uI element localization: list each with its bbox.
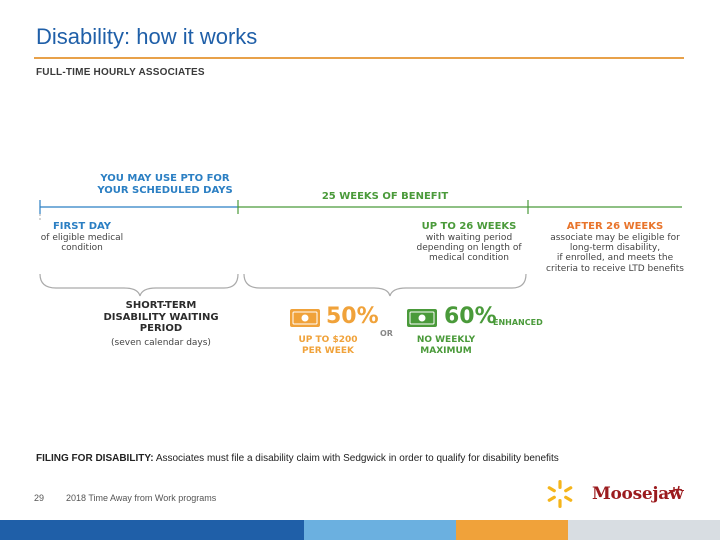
benefit-brace [244,274,526,296]
footer-text: 2018 Time Away from Work programs [66,493,217,503]
first-day-text: condition [61,242,103,253]
filing-note [36,453,559,464]
pto-heading-line: YOUR SCHEDULED DAYS [97,184,233,196]
page-number: 29 [34,493,45,503]
std-brace [40,274,238,296]
first-day-block [20,221,144,253]
filing-text: Associates must file a disability claim with Sedgwick in order to qualify for disability benefits [155,453,559,464]
after-26-weeks-block [540,221,690,274]
filing-label: FILING FOR DISABILITY: [36,453,154,464]
std-heading: DISABILITY WAITING [103,311,219,323]
up-to-text: depending on length of [416,242,522,253]
after-text: associate may be eligible for [550,232,680,243]
after-text: long-term disability, [569,242,661,253]
option1-sub-line: UP TO $200 [298,335,358,345]
footer-bar-segment [568,520,720,540]
footer-bar-segment [456,520,568,540]
std-note: (seven calendar days) [111,337,211,348]
std-heading: PERIOD [139,323,183,334]
after-text: if enrolled, and meets the [556,253,674,264]
option2-sub-line: MAXIMUM [420,345,472,356]
benefit-heading: 25 WEEKS OF BENEFIT [321,191,449,202]
option1-subtext [286,335,370,357]
pto-heading [80,173,250,196]
footer-bar-segment [304,520,456,540]
first-day-heading: FIRST DAY [52,221,112,232]
after-text: criteria to receive LTD benefits [546,263,684,274]
first-day-text: of eligible medical [40,232,124,243]
footer-color-bar [0,520,720,540]
option2-percent: 60% [444,304,497,329]
up-to-26-weeks-block [408,221,530,264]
walmart-spark-icon [547,480,573,508]
slide-subtitle: FULL-TIME HOURLY ASSOCIATES [36,67,205,78]
after-heading: AFTER 26 WEEKS [566,221,664,232]
option2-enhanced-tag: ENHANCED [493,318,543,327]
money-icon [407,309,437,327]
option2-sub-line: NO WEEKLY [416,335,476,345]
or-label: OR [380,329,393,338]
std-waiting-period-block [80,300,242,348]
std-heading: SHORT-TERM [125,300,197,311]
up-to-text: medical condition [429,253,509,264]
up-to-text: with waiting period [425,232,513,243]
option1-percent: 50% [326,304,379,329]
footer-bar-segment [0,520,304,540]
up-to-heading: UP TO 26 WEEKS [421,221,517,232]
slide-title: Disability: how it works [36,24,258,49]
option2-subtext [400,335,492,357]
moosejaw-logo: Moosejaw [592,484,684,504]
pto-heading-line: YOU MAY USE PTO FOR [100,173,230,184]
money-icon [290,309,320,327]
option1-sub-line: PER WEEK [301,345,354,356]
